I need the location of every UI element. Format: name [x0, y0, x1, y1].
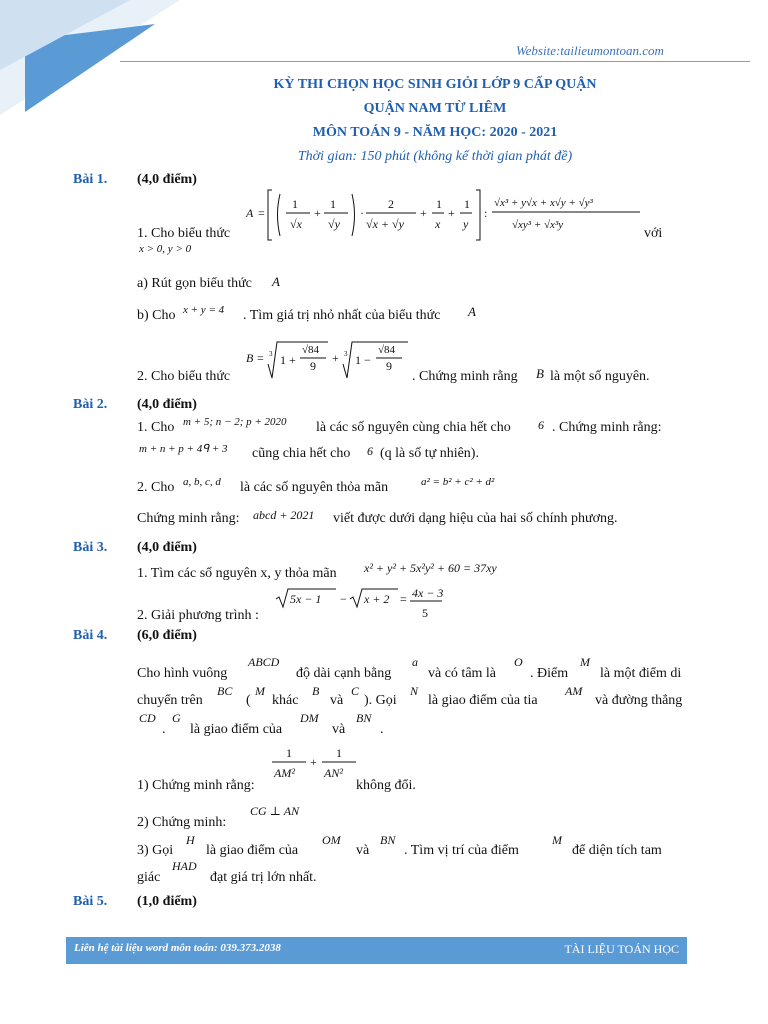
bai1-part-b-expr: x + y = 4	[183, 304, 225, 316]
svg-text:−: −	[340, 592, 347, 606]
bai4-p2-text: 2) Chứng minh:	[137, 815, 227, 830]
bai2-q1-end: (q là số tự nhiên).	[380, 446, 479, 461]
bai4-a: a	[412, 655, 418, 669]
bai2-q2-pre: 2. Cho	[137, 480, 175, 495]
svg-text:2: 2	[388, 197, 394, 211]
bai4-l3d: .	[380, 722, 384, 737]
bai4-m: M	[580, 655, 590, 669]
svg-text:√x: √x	[290, 217, 302, 231]
svg-text:3: 3	[344, 350, 348, 358]
bai4-points: (6,0 điểm)	[137, 628, 197, 643]
bai4-bc: BC	[217, 684, 233, 698]
svg-text:+: +	[310, 755, 317, 769]
svg-text:·: ·	[360, 206, 364, 220]
svg-text:√x³ + y√x + x√y + √y³: √x³ + y√x + x√y + √y³	[494, 197, 593, 209]
bai1-q1-voi: với	[644, 226, 663, 241]
exam-subject: MÔN TOÁN 9 - NĂM HỌC: 2020 - 2021	[312, 125, 558, 140]
bai4-p3d: . Tìm vị trí của điểm	[404, 843, 519, 858]
bai4-p3e: để diện tích tam	[572, 843, 662, 858]
svg-text:√x + √y: √x + √y	[366, 217, 404, 231]
svg-text:A: A	[246, 206, 254, 220]
bai3-q1-eq: x² + y² + 5x²y² + 60 = 37xy	[364, 561, 497, 575]
bai4-l2b: (	[246, 693, 251, 708]
bai4-am: AM	[565, 684, 583, 698]
bai2-q1-end-pre: cũng chia hết cho	[252, 446, 351, 461]
bai4-l3b: là giao điểm của	[190, 722, 283, 737]
bai3-label: Bài 3.	[73, 540, 108, 555]
bai2-q1-six: 6	[538, 418, 544, 432]
svg-text:B: B	[246, 351, 254, 365]
website-link[interactable]: Website:tailieumontoan.com	[516, 43, 664, 58]
svg-text:4x − 3: 4x − 3	[412, 586, 444, 600]
footer-contact: Liên hệ tài liệu word môn toán: 039.373.2038	[74, 942, 281, 954]
bai4-g: G	[172, 711, 181, 725]
bai1-label: Bài 1.	[73, 172, 108, 187]
bai1-q1-text: 1. Cho biểu thức	[137, 226, 231, 241]
svg-text:√y: √y	[328, 217, 340, 231]
bai1-part-a-var: A	[272, 274, 280, 289]
bai4-p3f: giác	[137, 870, 161, 885]
svg-text:1: 1	[292, 197, 298, 211]
svg-text:y: y	[463, 217, 469, 231]
corner-decoration	[0, 0, 180, 115]
bai1-q1-condition: x > 0, y > 0	[139, 243, 192, 255]
bai3-q1-text: 1. Tìm các số nguyên x, y thỏa mãn	[137, 566, 337, 581]
svg-text:5: 5	[422, 606, 428, 620]
footer-bar	[66, 937, 687, 964]
bai2-q1-mid: là các số nguyên cùng chia hết cho	[316, 420, 511, 435]
bai1-part-a: a) Rút gọn biểu thức	[137, 276, 252, 291]
bai2-q2-eq: a² = b² + c² + d²	[421, 476, 495, 488]
exam-title: KỲ THI CHỌN HỌC SINH GIỎI LỚP 9 CẤP QUẬN	[273, 77, 597, 92]
svg-text:+: +	[448, 206, 455, 220]
bai3-q2-text: 2. Giải phương trình :	[137, 608, 259, 623]
bai4-c: C	[351, 684, 360, 698]
bai4-b: B	[312, 684, 320, 698]
bai1-part-b-post: . Tìm giá trị nhỏ nhất của biểu thức	[243, 308, 441, 323]
bai4-dm: DM	[300, 711, 319, 725]
svg-text:1 +: 1 +	[280, 353, 296, 367]
bai2-q2b-pre: Chứng minh rằng:	[137, 511, 240, 526]
bai2-q2b-post: viết được dưới dạng hiệu của hai số chính phương.	[333, 511, 618, 526]
bai1-q2-post: . Chứng minh rằng	[412, 369, 518, 384]
bai2-q2-vars: a, b, c, d	[183, 476, 221, 488]
bai4-l3c: và	[332, 722, 346, 737]
bai2-q2-mid: là các số nguyên thỏa mãn	[240, 480, 389, 495]
bai2-q1-expr: m + 5; n − 2; p + 2020	[183, 416, 287, 428]
svg-text:9: 9	[386, 359, 392, 373]
bai4-l3a: .	[162, 722, 166, 737]
svg-text:√84: √84	[378, 344, 396, 356]
bai4-p3a: 3) Gọi	[137, 843, 174, 858]
svg-text:x: x	[435, 217, 441, 231]
bai2-points: (4,0 điểm)	[137, 397, 197, 412]
bai4-n: N	[410, 684, 419, 698]
bai4-l1e: là một điểm di	[600, 666, 682, 681]
bai1-q2-end: là một số nguyên.	[550, 369, 650, 384]
svg-text:1: 1	[436, 197, 442, 211]
bai4-l2f: là giao điểm của tia	[428, 693, 538, 708]
bai2-q1-expr2: m + n + p + 4ᑫ + 3	[139, 443, 228, 455]
bai4-l1a: Cho hình vuông	[137, 666, 228, 681]
bai4-had: HAD	[172, 859, 197, 873]
bai4-bn: BN	[356, 711, 372, 725]
bai4-p3g: đạt giá trị lớn nhất.	[210, 870, 317, 885]
svg-text:1: 1	[464, 197, 470, 211]
bai5-label: Bài 5.	[73, 894, 108, 909]
bai4-l2e: ). Gọi	[364, 693, 397, 708]
bai4-p1-formula	[270, 744, 356, 784]
bai4-l2g: và đường thẳng	[595, 693, 683, 708]
bai4-p1-text: 1) Chứng minh rằng:	[137, 778, 255, 793]
bai1-part-b-var: A	[468, 304, 476, 319]
bai5-points: (1,0 điểm)	[137, 894, 197, 909]
bai4-abcd: ABCD	[248, 655, 280, 669]
exam-time: Thời gian: 150 phút (không kể thời gian phát đề)	[297, 149, 573, 164]
svg-text:1: 1	[336, 746, 342, 760]
svg-text:1 −: 1 −	[355, 353, 371, 367]
svg-text:+: +	[420, 206, 427, 220]
bai4-l2d: và	[330, 693, 344, 708]
bai4-om: OM	[322, 833, 341, 847]
svg-text:=: =	[400, 592, 407, 606]
header-divider	[120, 61, 750, 62]
bai3-equation	[274, 585, 444, 625]
svg-text:AN²: AN²	[324, 766, 343, 780]
bai4-l2a: chuyển trên	[137, 693, 203, 708]
svg-text:1: 1	[286, 746, 292, 760]
svg-text:+: +	[314, 206, 321, 220]
svg-text:+: +	[332, 351, 339, 365]
bai4-cd: CD	[139, 711, 156, 725]
svg-text:5x − 1: 5x − 1	[290, 592, 322, 606]
svg-text::: :	[484, 206, 488, 220]
svg-text:3: 3	[269, 350, 273, 358]
bai4-l1b: độ dài cạnh bằng	[296, 666, 392, 681]
bai4-bn2: BN	[380, 833, 396, 847]
bai4-p3b: là giao điểm của	[206, 843, 299, 858]
svg-text:=: =	[257, 351, 264, 365]
bai1-q2-text: 2. Cho biểu thức	[137, 369, 231, 384]
bai1-formula-A	[244, 186, 644, 244]
bai2-q2b-expr: abcd + 2021	[253, 508, 315, 522]
bai2-q1-six-2: 6	[367, 444, 373, 458]
bai4-m3: M	[552, 833, 562, 847]
bai4-p2-expr: CG ⊥ AN	[250, 804, 300, 818]
bai4-l1c: và có tâm là	[428, 666, 497, 681]
bai3-points: (4,0 điểm)	[137, 540, 197, 555]
exam-district: QUẬN NAM TỪ LIÊM	[363, 101, 507, 116]
svg-text:AM²: AM²	[274, 766, 295, 780]
svg-text:9: 9	[310, 359, 316, 373]
bai4-h: H	[186, 833, 195, 847]
bai4-p1-end: không đổi.	[356, 778, 416, 793]
bai4-o: O	[514, 655, 523, 669]
svg-text:√xy³ + √x³y: √xy³ + √x³y	[512, 219, 564, 231]
bai4-m2: M	[255, 684, 265, 698]
bai4-l2c: khác	[272, 693, 299, 708]
bai4-label: Bài 4.	[73, 628, 108, 643]
footer-brand: TÀI LIỆU TOÁN HỌC	[564, 942, 679, 956]
bai1-points: (4,0 điểm)	[137, 172, 197, 187]
bai1-q2-var: B	[536, 366, 544, 381]
bai2-q1-post: . Chứng minh rằng:	[552, 420, 662, 435]
svg-text:x + 2: x + 2	[364, 592, 390, 606]
svg-text:=: =	[258, 206, 265, 220]
svg-text:1: 1	[330, 197, 336, 211]
bai4-l1d: . Điểm	[530, 666, 569, 681]
bai2-q1-pre: 1. Cho	[137, 420, 175, 435]
bai4-p3c: và	[356, 843, 370, 858]
bai1-formula-B	[244, 338, 414, 382]
bai1-part-b-pre: b) Cho	[137, 308, 176, 323]
bai2-label: Bài 2.	[73, 397, 108, 412]
svg-text:√84: √84	[302, 344, 320, 356]
